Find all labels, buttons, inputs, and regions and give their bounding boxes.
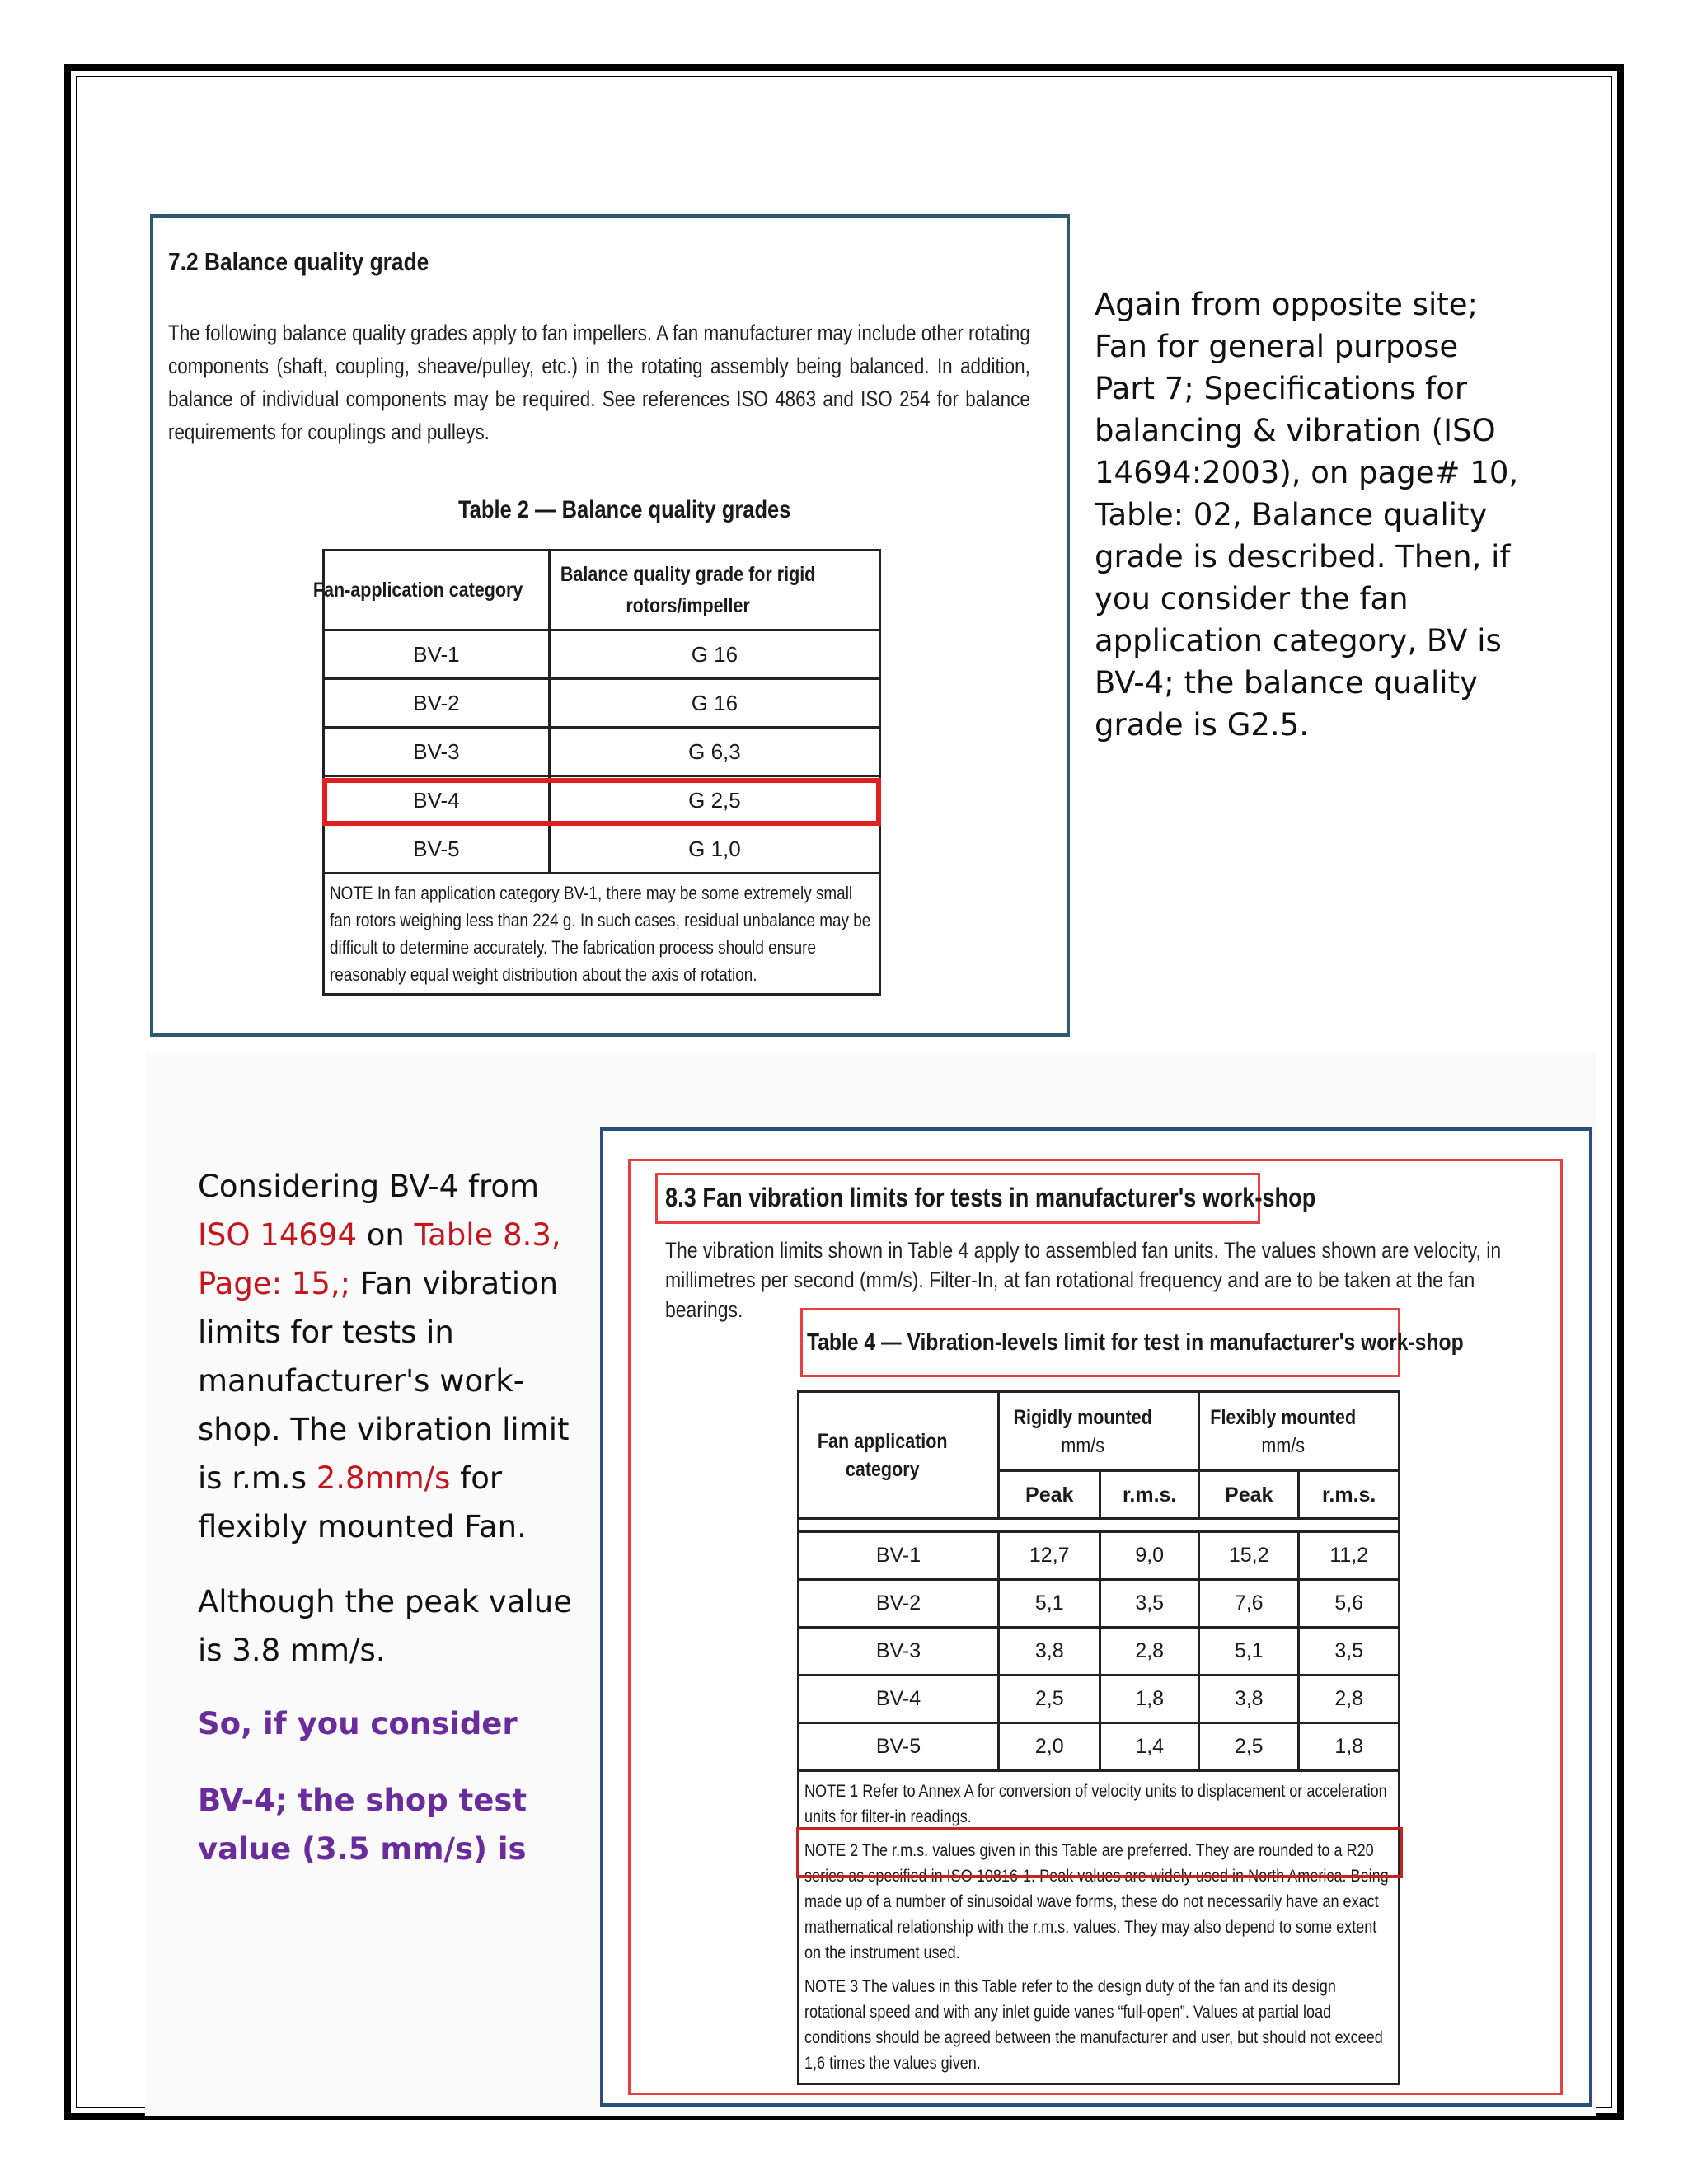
subheader-peak: Peak <box>999 1471 1100 1519</box>
cell-flex-peak: 3,8 <box>1198 1675 1298 1723</box>
left-paragraph-3: So, if you consider <box>198 1706 518 1741</box>
cell-flex-peak: 5,1 <box>1198 1628 1298 1675</box>
section-heading-8-3: 8.3 Fan vibration limits for tests in manufacturer's work-shop <box>665 1183 1316 1212</box>
left-paragraph-4: BV-4; the shop test value (3.5 mm/s) is <box>198 1783 528 1867</box>
cell-flex-rms: 1,8 <box>1299 1723 1400 1771</box>
table-header-flexible: Flexibly mounted mm/s <box>1198 1392 1399 1471</box>
cell-rigid-rms: 1,8 <box>1100 1675 1199 1723</box>
cell-category: BV-4 <box>324 776 550 825</box>
right-explanation-text: Again from opposite site; Fan for general purpose Part 7; Specifications for balancing & vibration (ISO 14694:2003), on page# 10, Table: 02, Balance quality grade is described. Then, if you consider the fan application category, BV is BV-4; the balance quality grade is G2.5. <box>1095 287 1519 743</box>
table-notes <box>799 1771 1400 2084</box>
table-header-grade: Balance quality grade for rigid rotors/impeller <box>549 551 879 630</box>
cell-flex-rms: 11,2 <box>1299 1532 1400 1580</box>
table-2-title: Table 2 — Balance quality grades <box>458 496 791 523</box>
cell-grade: G 1,0 <box>549 825 879 874</box>
left-explanation-text <box>198 1162 593 1873</box>
cell-grade: G 6,3 <box>549 728 879 776</box>
table-row <box>324 679 880 728</box>
cell-rigid-rms: 2,8 <box>1100 1628 1199 1675</box>
balance-quality-table <box>313 549 881 996</box>
highlight-box-bv4 <box>796 1827 1403 1878</box>
subheader-rms: r.m.s. <box>1299 1471 1400 1519</box>
table-4-title: Table 4 — Vibration-levels limit for test in manufacturer's work-shop <box>807 1329 1464 1356</box>
cell-grade: G 2,5 <box>549 776 879 825</box>
table-row <box>799 1723 1400 1771</box>
table-row <box>799 1580 1400 1628</box>
cell-rigid-peak: 2,0 <box>999 1723 1100 1771</box>
section-heading-7-2: 7.2 Balance quality grade <box>168 247 429 276</box>
cell-flex-rms: 5,6 <box>1299 1580 1400 1628</box>
cell-category: BV-5 <box>799 1723 999 1771</box>
cell-flex-peak: 7,6 <box>1198 1580 1298 1628</box>
section-paragraph-7-2: The following balance quality grades apply to fan impellers. A fan manufacturer may include other rotating components (shaft, coupling, sheave/pulley, etc.) in the rotating assembly being balanced. In addition, balance of individual components may be required. See references ISO 4863 and ISO 254 for balance requirements for couplings and pulleys. <box>168 321 1030 444</box>
red-outline-excerpt <box>628 1159 1563 2095</box>
table-note-3: NOTE 3 The values in this Table refer to the design duty of the fan and its design rotational speed and with any inlet guide vanes “full-open”. Values at partial load conditions should be agreed between the manufacturer and user, but should not exceed 1,6 times the values given. <box>804 1977 1383 2073</box>
table-row-highlighted <box>799 1675 1400 1723</box>
cell-rigid-peak: 2,5 <box>999 1675 1100 1723</box>
table-header-category: Fan-application category <box>324 551 550 630</box>
cell-rigid-peak: 5,1 <box>999 1580 1100 1628</box>
table-note: NOTE In fan application category BV-1, there may be some extremely small fan rotors weighing less than 224 g. In such cases, residual unbalance may be difficult to determine accurately. The fabrication process should ensure reasonably equal weight distribution about the axis of rotation. <box>324 874 880 995</box>
cell-category: BV-2 <box>799 1580 999 1628</box>
section-paragraph-8-3: The vibration limits shown in Table 4 apply to assembled fan units. The values shown are velocity, in millimetres per second (mm/s). Filter-In, at fan rotational frequency and are to be taken at the fan bearings. <box>665 1238 1502 1322</box>
left-paragraph-2: Although the peak value is 3.8 mm/s. <box>198 1584 572 1668</box>
vibration-limits-table <box>797 1390 1400 2085</box>
left-paragraph-1: Considering BV-4 from ISO 14694 on Table 8.3, Page: 15,; Fan vibration limits for tests in manufacturer's work-shop. The vibration limit is r.m.s 2.8mm/s for flexibly mounted Fan. <box>198 1169 570 1544</box>
table-row <box>799 1532 1400 1580</box>
cell-rigid-rms: 3,5 <box>1100 1580 1199 1628</box>
table-row <box>324 728 880 776</box>
table-row <box>799 1628 1400 1675</box>
iso-excerpt-balance-quality <box>150 214 1070 1037</box>
table-header-rigid: Rigidly mounted mm/s <box>999 1392 1199 1471</box>
cell-flex-peak: 15,2 <box>1198 1532 1298 1580</box>
table-note-1: NOTE 1 Refer to Annex A for conversion of velocity units to displacement or acceleration units for filter-in readings. <box>804 1782 1387 1826</box>
cell-category: BV-4 <box>799 1675 999 1723</box>
cell-category: BV-1 <box>324 630 550 679</box>
cell-category: BV-2 <box>324 679 550 728</box>
cell-rigid-rms: 9,0 <box>1100 1532 1199 1580</box>
cell-category: BV-3 <box>324 728 550 776</box>
cell-grade: G 16 <box>549 630 879 679</box>
cell-category: BV-3 <box>799 1628 999 1675</box>
subheader-rms: r.m.s. <box>1100 1471 1199 1519</box>
cell-rigid-peak: 3,8 <box>999 1628 1100 1675</box>
cell-flex-rms: 2,8 <box>1299 1675 1400 1723</box>
table-row <box>324 825 880 874</box>
table-note-2: NOTE 2 The r.m.s. values given in this Table are preferred. They are rounded to a R20 series as specified in ISO 10816-1. Peak values are widely used in North America. Being made up of a number of sinusoidal wave forms, these do not necessarily have an exact mathematical relationship with the r.m.s. values. They may also depend to some extent on the instrument used. <box>804 1841 1389 1962</box>
highlight-box-bv4 <box>322 778 881 826</box>
table-header-category: Fan application category <box>799 1392 999 1519</box>
iso-excerpt-vibration-limits <box>600 1127 1592 2107</box>
cell-flex-rms: 3,5 <box>1299 1628 1400 1675</box>
subheader-peak: Peak <box>1198 1471 1298 1519</box>
cell-rigid-peak: 12,7 <box>999 1532 1100 1580</box>
cell-category: BV-1 <box>799 1532 999 1580</box>
cell-grade: G 16 <box>549 679 879 728</box>
cell-rigid-rms: 1,4 <box>1100 1723 1199 1771</box>
table-row <box>324 630 880 679</box>
cell-flex-peak: 2,5 <box>1198 1723 1298 1771</box>
cell-category: BV-5 <box>324 825 550 874</box>
